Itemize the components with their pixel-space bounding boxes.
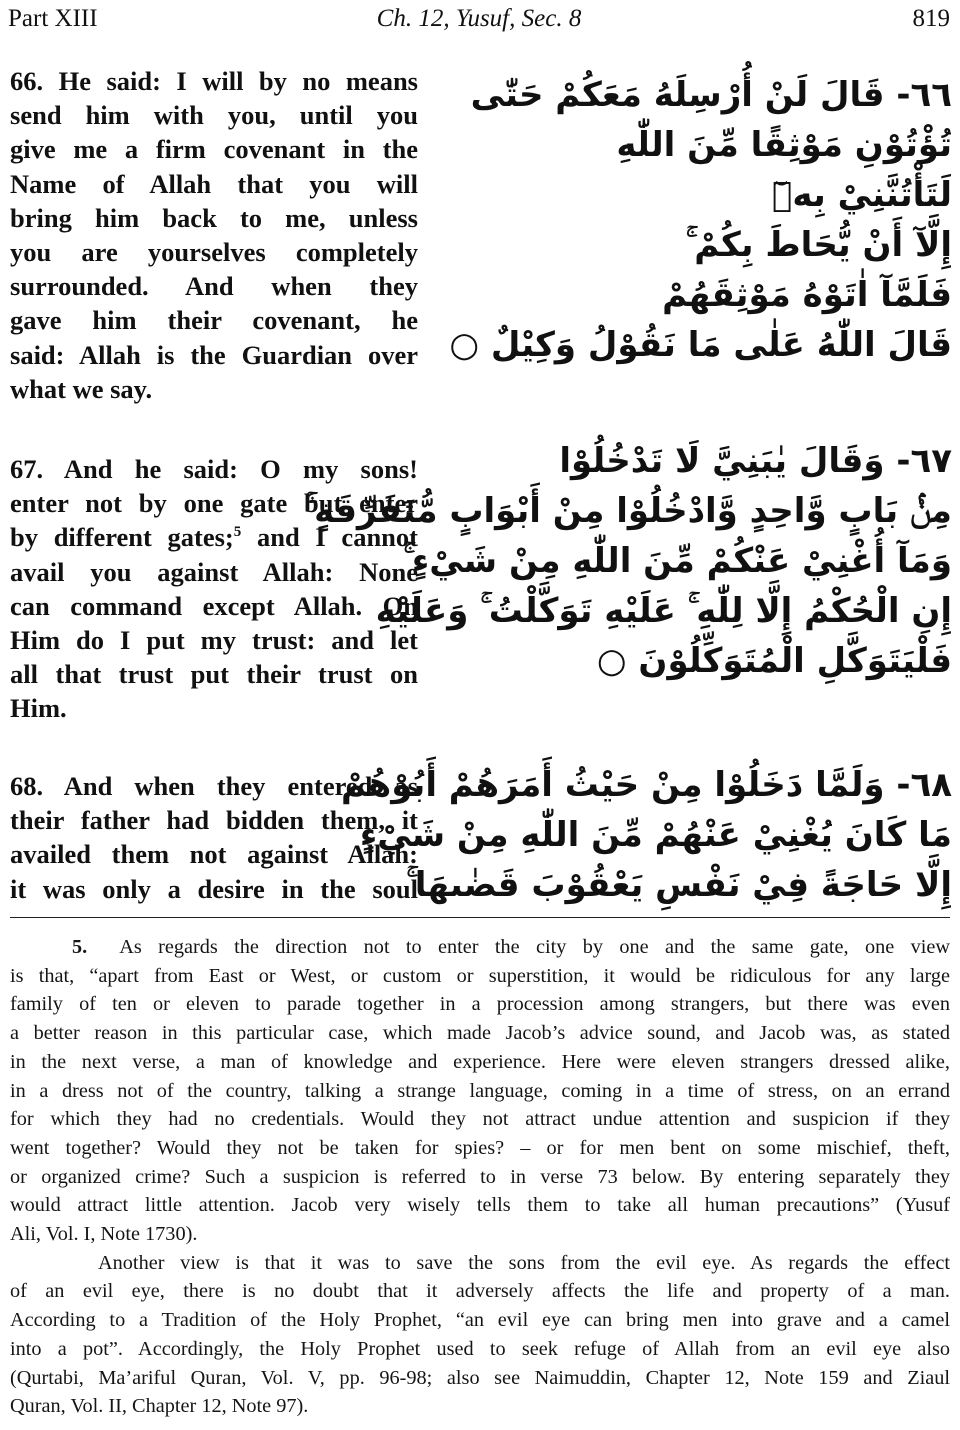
- arabic-line: فَلْيَتَوَكَّلِ الْمُتَوَكِّلُوْنَ ○: [596, 641, 952, 681]
- verse-line: availed them not against Allah:: [10, 839, 418, 870]
- footnote-ref[interactable]: 5: [233, 524, 242, 541]
- arabic-line: ٦٨- وَلَمَّا دَخَلُوْا مِنْ حَيْثُ أَمَرَهُمْ أَبُوْهُمْ: [341, 765, 952, 805]
- verse-line: enter not by one gate but enter: [10, 488, 418, 519]
- verse-line: what we say.: [10, 373, 153, 404]
- footnote-line: Another view is that it was to save the sons from the evil eye. As regards the effect: [98, 1251, 950, 1274]
- footnote-line: a better reason in this particular case, which made Jacob’s advice sound, and Jacob was, as stated: [10, 1022, 950, 1045]
- verse-line: Him.: [10, 693, 67, 724]
- verse-line: 66. He said: I will by no means: [10, 66, 418, 96]
- verse-line: you are yourselves completely: [10, 237, 418, 268]
- arabic-line: ٦٦- قَالَ لَنْ أُرْسِلَهُ مَعَكُمْ حَتّٰى: [470, 75, 952, 115]
- page-header: [8, 2, 950, 36]
- verse-66-translation: [10, 64, 418, 406]
- page-number: 819: [912, 5, 950, 32]
- part-label: Part XIII: [8, 5, 98, 32]
- footnote-line: went together? Would they not be taken for spies? – or for men bent on some mischief, theft,: [10, 1136, 950, 1159]
- verse-line: Him do I put my trust: and let: [10, 625, 418, 656]
- verse-68-arabic: [341, 760, 952, 910]
- verse-line: gave him their covenant, he: [10, 305, 418, 336]
- footnote-line: would attract little attention. Jacob very wisely tells them to take all human precautions” (Yusuf: [10, 1194, 950, 1217]
- footnote-line: of an evil eye, there is no doubt that it adversely affects the life and property of a man.: [10, 1280, 950, 1303]
- verse-line: can command except Allah. On: [10, 590, 418, 621]
- verse-line: their father had bidden them, it: [10, 805, 418, 836]
- verse-line-part: and I cannot: [241, 522, 418, 553]
- arabic-line: إِلَّآ أَنْ يُّحَاطَ بِكُمْ ۚ: [685, 225, 952, 265]
- arabic-line: مِنْۢ بَابٍ وَّاحِدٍ وَّادْخُلُوْا مِنْ أَبْوَابٍ مُّتَفَرِّقَةٍ ۚ: [305, 491, 952, 531]
- footnote-section: [10, 933, 950, 1421]
- footnote-divider: [10, 917, 950, 918]
- footnote-line: for which they had no credentials. Would they not attract undue attention and suspicion if they: [10, 1108, 950, 1131]
- footnote-paragraph: [10, 1249, 950, 1421]
- footnote-line: According to a Tradition of the Holy Prophet, “an evil eye can bring men into grave and a camel: [10, 1309, 950, 1332]
- footnote-line: into a pot”. Accordingly, the Holy Prophet used to seek refuge of Allah from an evil eye also: [10, 1337, 950, 1360]
- arabic-line: قَالَ اللّٰهُ عَلٰى مَا نَقُوْلُ وَكِيْلٌ ○: [449, 325, 952, 365]
- arabic-line: فَلَمَّآ اٰتَوْهُ مَوْثِقَهُمْ: [662, 275, 952, 315]
- verse-line: 68. And when they entered as: [10, 771, 418, 801]
- footnote-line: in the next verse, a man of knowledge and experience. Here were eleven strangers dressed alike,: [10, 1050, 950, 1073]
- verse-line: 67. And he said: O my sons!: [10, 454, 418, 484]
- footnote-line: is that, “apart from East or West, or custom or superstition, it would be ridiculous for any large: [10, 964, 950, 987]
- arabic-line: وَمَآ أُغْنِيْ عَنْكُمْ مِّنَ اللّٰهِ مِنْ شَيْءٍ ۚ: [403, 541, 952, 581]
- verse-line: give me a firm covenant in the: [10, 134, 418, 165]
- verse-line: said: Allah is the Guardian over: [10, 339, 418, 370]
- footnote-line: [10, 933, 950, 962]
- footnote-line: (Qurtabi, Ma’ariful Quran, Vol. V, pp. 96-98; also see Naimuddin, Chapter 12, Note 159 and Ziaul: [10, 1366, 950, 1389]
- arabic-line: مَا كَانَ يُغْنِيْ عَنْهُمْ مِّنَ اللّٰهِ مِنْ شَيْءٍ: [359, 815, 952, 855]
- footnote-line: or organized crime? Such a suspicion is referred to in verse 73 below. By entering separately they: [10, 1165, 950, 1188]
- arabic-line: إِلَّا حَاجَةً فِيْ نَفْسِ يَعْقُوْبَ قَضٰىهَا ۚ: [406, 865, 952, 905]
- footnote-line-text: As regards the direction not to enter the city by one and the same gate, one view: [119, 936, 950, 958]
- arabic-line: إِنِ الْحُكْمُ إِلَّا لِلّٰهِ ۚ عَلَيْهِ تَوَكَّلْتُ ۚ وَعَلَيْهِ: [375, 591, 952, 631]
- chapter-title: Ch. 12, Yusuf, Sec. 8: [376, 5, 582, 32]
- footnote-line: Ali, Vol. I, Note 1730).: [10, 1223, 198, 1246]
- footnote-number: 5.: [72, 936, 88, 958]
- verse-line: bring him back to me, unless: [10, 202, 418, 233]
- arabic-line: لَتَأْتُنَّنِيْ بِهٖٓ: [772, 175, 952, 215]
- footnote-line: in a dress not of the country, talking a strange language, coming in a time of stress, on an errand: [10, 1079, 950, 1102]
- verse-line: all that trust put their trust on: [10, 659, 418, 690]
- arabic-line: ٦٧- وَقَالَ يٰبَنِيَّ لَا تَدْخُلُوْا: [559, 441, 952, 481]
- footnote-paragraph: [10, 933, 950, 1249]
- footnote-line: Quran, Vol. II, Chapter 12, Note 97).: [10, 1395, 309, 1418]
- footnote-line: family of ten or eleven to parade together in a procession among strangers, but there was even: [10, 993, 950, 1016]
- verse-66-arabic: [449, 70, 952, 370]
- verse-line: send him with you, until you: [10, 100, 418, 131]
- arabic-line: تُؤْتُوْنِ مَوْثِقًا مِّنَ اللّٰهِ: [616, 125, 952, 165]
- verse-line: Name of Allah that you will: [10, 168, 418, 199]
- verse-line: surrounded. And when they: [10, 271, 418, 302]
- verse-line: avail you against Allah: None: [10, 556, 418, 587]
- verse-line-part: by different gates;: [10, 522, 234, 553]
- verse-line: it was only a desire in the soul: [10, 873, 418, 904]
